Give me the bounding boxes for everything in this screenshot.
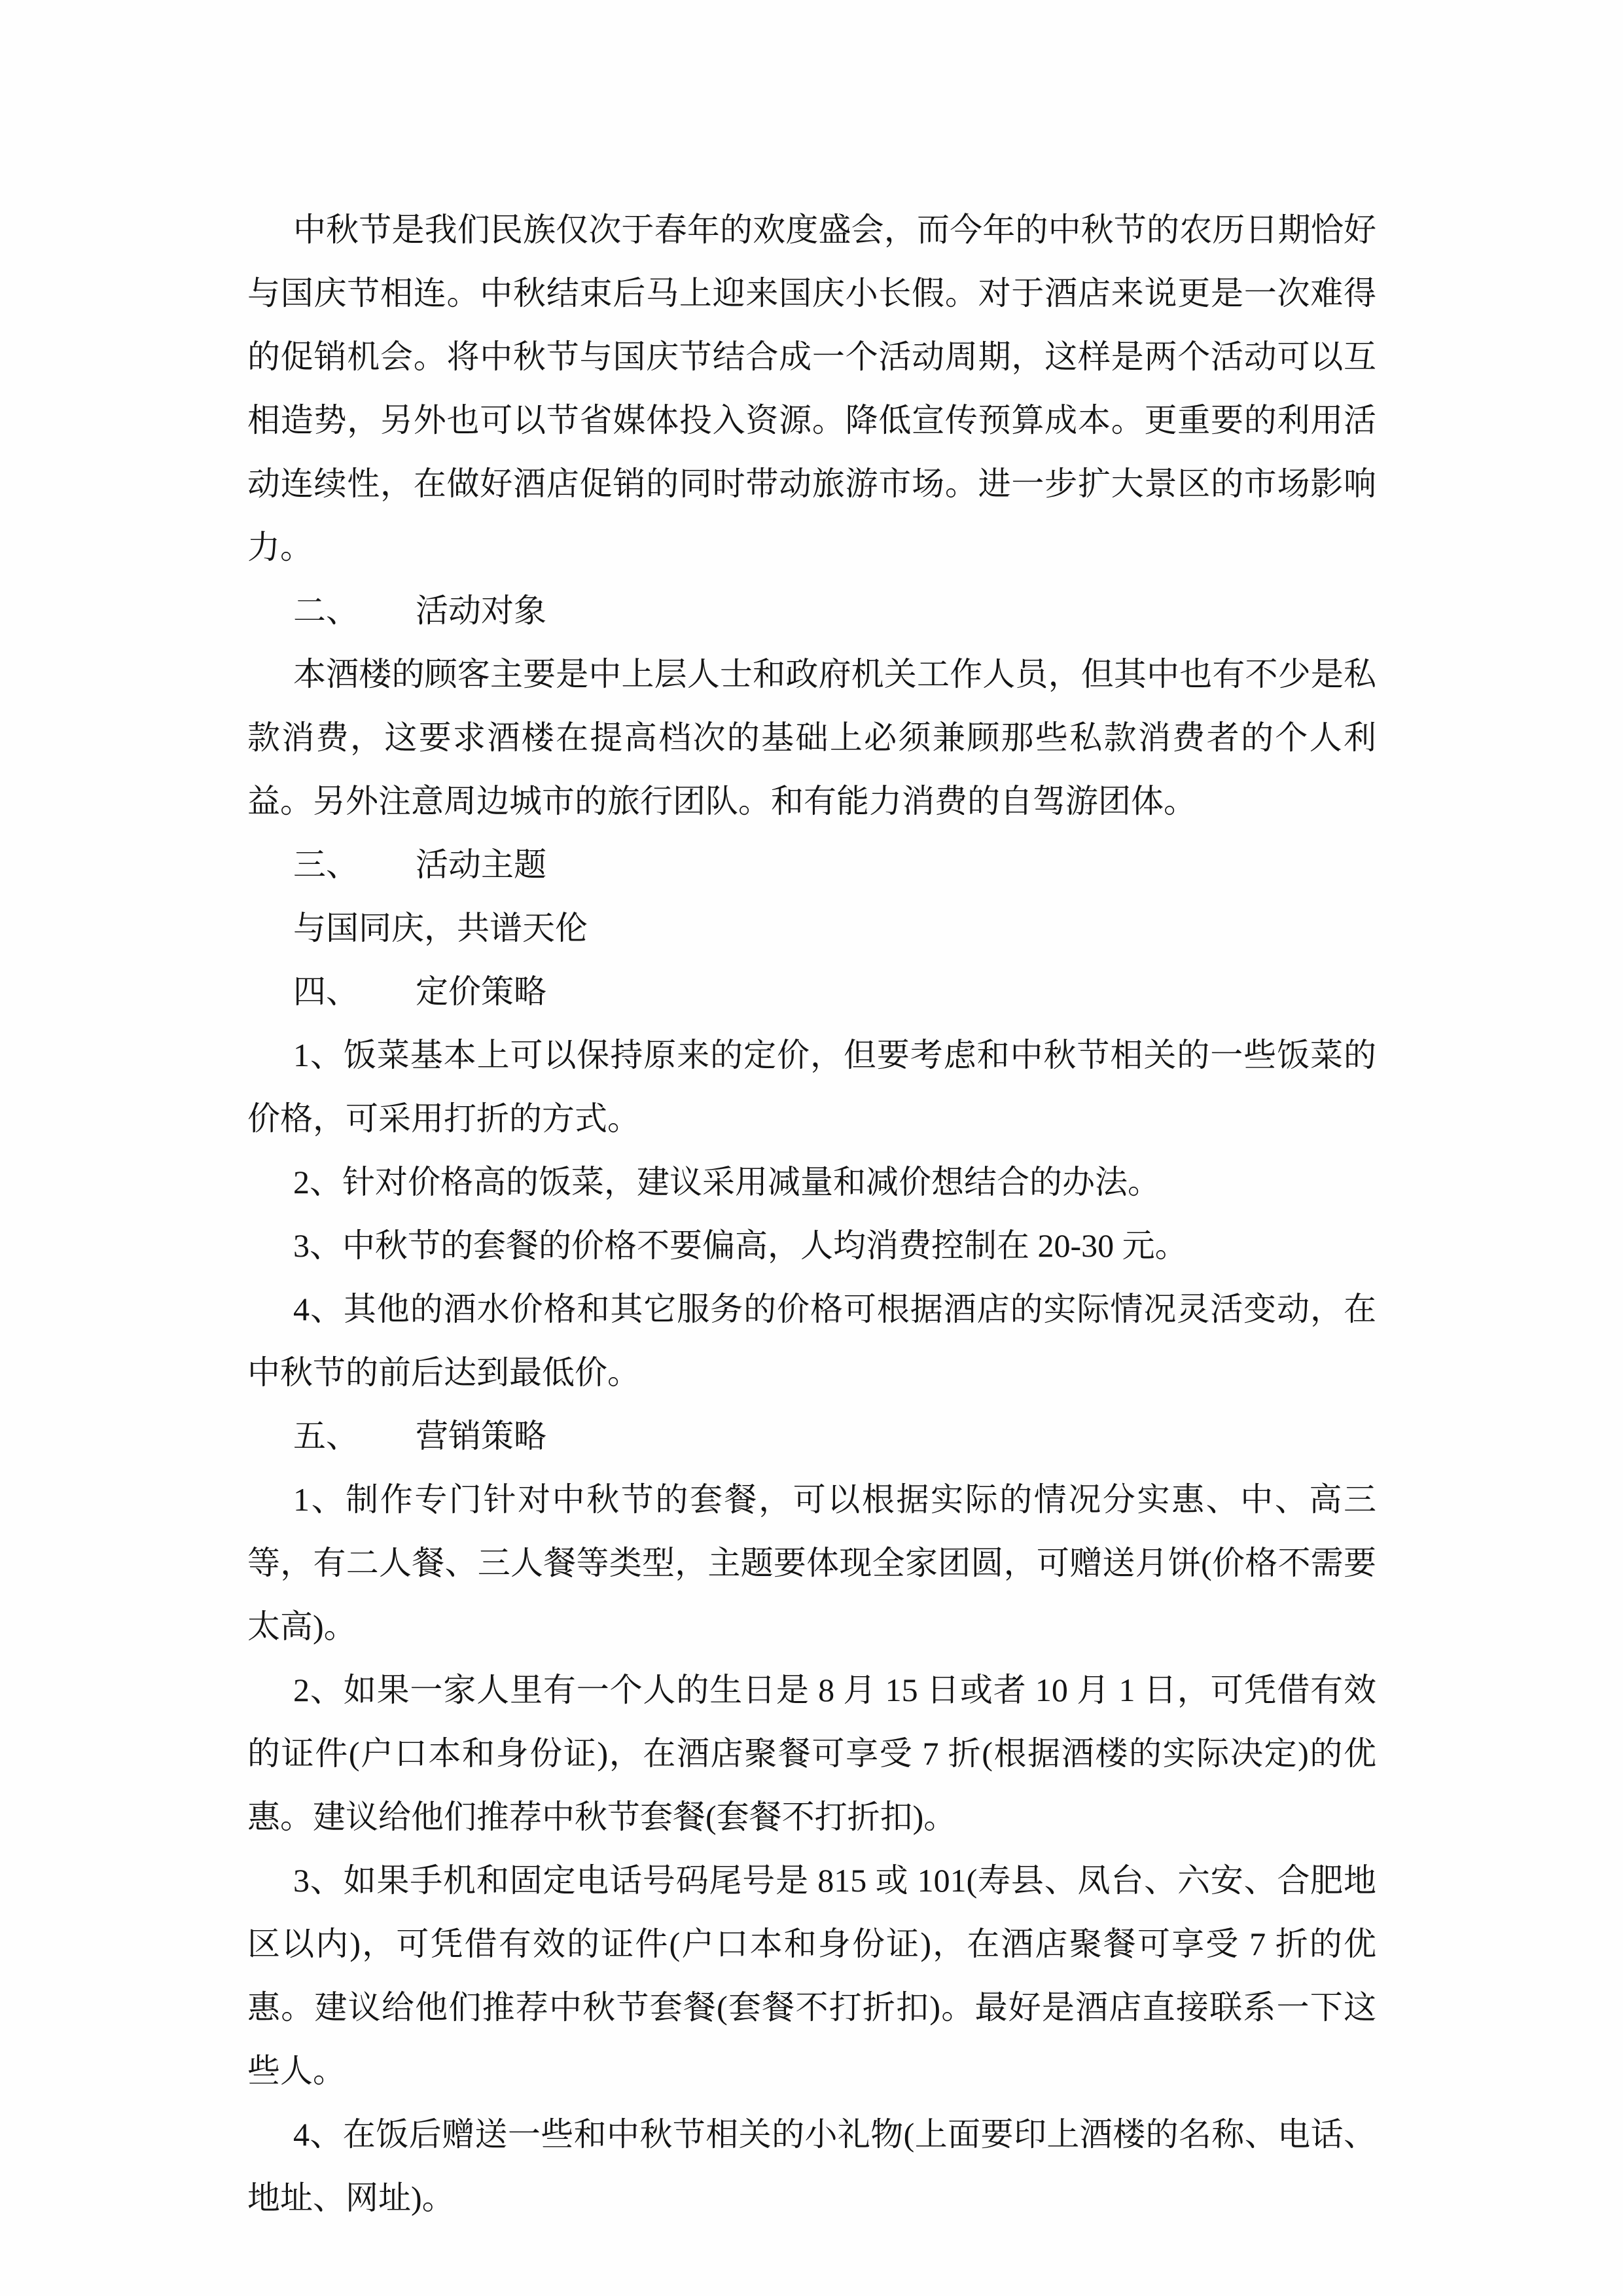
body-paragraph: 4、在饭后赠送一些和中秋节相关的小礼物(上面要印上酒楼的名称、电话、地址、网址)。 — [247, 2116, 1376, 2216]
body-paragraph: 2、如果一家人里有一个人的生日是 8 月 15 日或者 10 月 1 日，可凭借有效的证件(户口本和身份证)，在酒店聚餐可享受 7 折(根据酒楼的实际决定)的优惠。建议给他们推荐中秋节套餐(套餐不打折扣)。 — [247, 1672, 1376, 1835]
body-paragraph: 中秋节是我们民族仅次于春年的欢度盛会，而今年的中秋节的农历日期恰好与国庆节相连。中秋结束后马上迎来国庆小长假。对于酒店来说更是一次难得的促销机会。将中秋节与国庆节结合成一个活动周期，这样是两个活动可以互相造势，另外也可以节省媒体投入资源。降低宣传预算成本。更重要的利用活动连续性，在做好酒店促销的同时带动旅游市场。进一步扩大景区的市场影响力。 — [247, 211, 1376, 565]
body-paragraph: 3、如果手机和固定电话号码尾号是 815 或 101(寿县、凤台、六安、合肥地区以内)，可凭借有效的证件(户口本和身份证)，在酒店聚餐可享受 7 折的优惠。建议给他们推荐中秋节套餐(套餐不打折扣)。最好是酒店直接联系一下这些人。 — [247, 1862, 1376, 2089]
body-paragraph: 1、制作专门针对中秋节的套餐，可以根据实际的情况分实惠、中、高三等，有二人餐、三人餐等类型，主题要体现全家团圆，可赠送月饼(价格不需要太高)。 — [247, 1481, 1376, 1645]
body-paragraph: 2、针对价格高的饭菜，建议采用减量和减价想结合的办法。 — [293, 1164, 1160, 1200]
section-heading-number: 五、 — [293, 1418, 359, 1454]
section-heading-title: 活动对象 — [416, 592, 546, 629]
document-body — [247, 198, 1376, 2230]
section-heading-number: 二、 — [293, 592, 359, 629]
section-heading-title: 营销策略 — [416, 1418, 546, 1454]
section-heading — [247, 833, 1376, 897]
section-heading-number: 四、 — [293, 973, 359, 1010]
section-heading-title: 活动主题 — [416, 846, 546, 883]
body-paragraph: 1、饭菜基本上可以保持原来的定价，但要考虑和中秋节相关的一些饭菜的价格，可采用打折的方式。 — [247, 1037, 1376, 1137]
section-heading-number: 三、 — [293, 846, 359, 883]
body-paragraph: 4、其他的酒水价格和其它服务的价格可根据酒店的实际情况灵活变动，在中秋节的前后达到最低价。 — [247, 1291, 1376, 1391]
body-paragraph: 与国同庆，共谱天伦 — [293, 910, 588, 946]
section-heading — [247, 960, 1376, 1024]
section-heading-title: 定价策略 — [416, 973, 546, 1010]
section-heading — [247, 1405, 1376, 1468]
section-heading — [247, 579, 1376, 643]
body-paragraph: 3、中秋节的套餐的价格不要偏高，人均消费控制在 20-30 元。 — [293, 1227, 1188, 1264]
body-paragraph: 本酒楼的顾客主要是中上层人士和政府机关工作人员，但其中也有不少是私款消费，这要求酒楼在提高档次的基础上必须兼顾那些私款消费者的个人利益。另外注意周边城市的旅行团队。和有能力消费的自驾游团体。 — [247, 656, 1376, 819]
